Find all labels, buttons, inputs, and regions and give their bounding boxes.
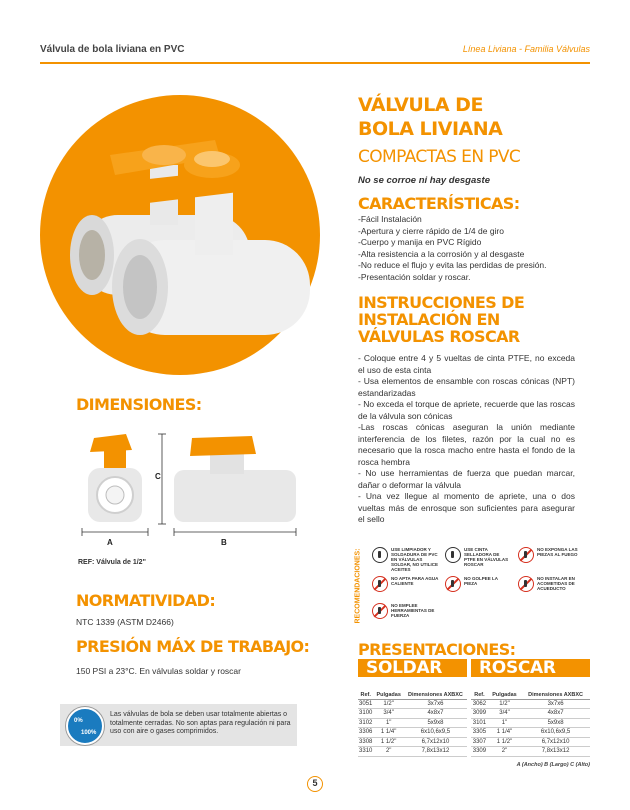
rec-item-water-supply: [518, 576, 585, 592]
cell: 1": [488, 718, 521, 728]
roscar-table: [471, 683, 590, 757]
table-row: [471, 728, 590, 738]
list-item: -Apertura y cierre rápido de 1/4 de giro: [358, 225, 504, 236]
cell: 1 1/2": [373, 737, 404, 747]
column-header: Dimensiones AXBXC: [404, 683, 467, 699]
note-text: Las válvulas de bola se deben usar totalmente abiertas o totalmente cerradas. No son aptas para regulación ni para uso con aire o gases comprimidos.: [110, 711, 291, 735]
instrucciones-heading: [358, 294, 524, 345]
cell: 3102: [359, 719, 373, 726]
rec-item-ptfe: [445, 547, 512, 567]
list-item: - Una vez llegue al momento de apriete, una o dos vueltas más de enrosque son suficientes para asegurar el sello: [358, 491, 575, 524]
cell: 3309: [472, 748, 487, 754]
table-row: [358, 699, 467, 709]
cell: 6,7x12x10: [404, 737, 467, 747]
table-row: [358, 718, 467, 728]
table-row: [358, 747, 467, 757]
table-row: [471, 737, 590, 747]
cell: 3100: [359, 710, 373, 716]
rec-item-sealant: [372, 547, 439, 572]
dim-label-b: B: [221, 538, 227, 547]
cell: 6x10,6x9,5: [521, 728, 590, 738]
column-header: Pulgadas: [373, 683, 404, 699]
dimensions-legend: A (Ancho) B (Largo) C (Alto): [516, 762, 590, 768]
product-photo: [40, 95, 340, 375]
list-item: -Fácil Instalación: [358, 214, 422, 224]
cell: 1": [373, 718, 404, 728]
cell: 4x8x7: [521, 709, 590, 719]
caracteristicas-list: [358, 214, 593, 283]
column-header: Ref.: [358, 683, 373, 699]
rec-text: NO EMPLEE HERRAMIENTAS DE FUERZA: [391, 603, 435, 618]
table-row: [471, 709, 590, 719]
column-header: Dimensiones AXBXC: [521, 683, 590, 699]
list-item: - Coloque entre 4 y 5 vueltas de cinta PTFE, no exceda el uso de esta cinta: [358, 353, 575, 375]
table-row: [471, 718, 590, 728]
product-title: [358, 93, 598, 141]
cell: 3x7x6: [521, 699, 590, 709]
ptfe-tape-icon: [445, 547, 461, 563]
table-row: [358, 737, 467, 747]
caracteristicas-heading: CARACTERÍSTICAS:: [358, 194, 520, 213]
dim-label-a: A: [107, 538, 113, 547]
table-row: [471, 699, 590, 709]
heading-line: INSTRUCCIONES DE: [358, 293, 525, 312]
list-item: -Cuerpo y manija en PVC Rígido: [358, 237, 482, 247]
dim-label-c: C: [155, 472, 161, 481]
usage-note: [60, 704, 297, 746]
rec-item-hammer: [445, 576, 512, 592]
cell: 2": [373, 747, 404, 757]
rec-text: NO INSTALAR EN ACOMETIDAS DE ACUEDUCTO: [537, 576, 575, 591]
cell: 1 1/4": [373, 728, 404, 738]
list-item: - No exceda el torque de apriete, recuerde que las roscas de la válvula son cónicas: [358, 399, 575, 421]
header-section-title: Válvula de bola liviana en PVC: [40, 44, 185, 55]
header-divider: [40, 62, 590, 64]
cell: 3099: [472, 710, 487, 716]
cell: 1/2": [373, 699, 404, 709]
column-header: Pulgadas: [488, 683, 521, 699]
column-header: Ref.: [471, 683, 488, 699]
fire-icon: [518, 547, 534, 563]
gauge-max-label: 100%: [81, 730, 97, 736]
cell: 3/4": [488, 709, 521, 719]
cell: 7,8x13x12: [404, 747, 467, 757]
valve-front-view: [82, 434, 166, 536]
recomendaciones-label-text: RECOMENDACIONES:: [354, 548, 362, 624]
cell: 3062: [472, 700, 487, 707]
page-number: 5: [307, 776, 323, 792]
normatividad-heading: NORMATIVIDAD:: [76, 591, 216, 610]
instrucciones-list: [358, 353, 575, 526]
cell: 4x8x7: [404, 709, 467, 719]
cell: 3307: [472, 738, 487, 745]
wrench-icon: [372, 603, 388, 619]
table-row: [471, 747, 590, 757]
cell: 7,8x13x12: [521, 747, 590, 757]
cell: 6x10,6x9,5: [404, 728, 467, 738]
cell: 3308: [359, 738, 373, 745]
rec-text: NO EXPONGA LAS PIEZAS AL FUEGO: [537, 547, 578, 557]
presion-heading: PRESIÓN MÁX DE TRABAJO:: [76, 637, 310, 656]
open-close-gauge-icon: [66, 707, 104, 745]
list-item: -Alta resistencia a la corrosión y al desgaste: [358, 248, 525, 259]
rec-text: USE CINTA SELLADORA DE PTFE EN VÁLVULAS ROSCAR: [464, 547, 509, 567]
cell: 5x9x8: [521, 718, 590, 728]
rec-item-wrench: [372, 603, 439, 619]
cell: 3305: [472, 729, 487, 735]
presion-text: 150 PSI a 23°C. En válvulas soldar y roscar: [76, 666, 241, 676]
cell: 1 1/2": [488, 737, 521, 747]
cell: 3310: [359, 748, 373, 754]
tagline: No se corroe ni hay desgaste: [358, 175, 490, 186]
soldar-table: [358, 683, 467, 757]
dimensiones-heading: DIMENSIONES:: [76, 395, 202, 414]
cell: 3/4": [373, 709, 404, 719]
cell: 1/2": [488, 699, 521, 709]
dimensions-drawing: [74, 430, 304, 554]
cell: 3101: [472, 719, 487, 726]
dimensions-reference: REF: Válvula de 1/2": [78, 559, 146, 566]
cell: 3051: [359, 700, 373, 707]
recomendaciones-label: [348, 545, 368, 627]
cell: 6,7x12x10: [521, 737, 590, 747]
cell: 1 1/4": [488, 728, 521, 738]
cell: 2": [488, 747, 521, 757]
list-item: -Las roscas cónicas aseguran la unión mediante interferencia de los filetes, razón por la cual no es necesario que la rosca macho entre hasta el fondo de la rosca hembra: [358, 422, 575, 467]
header-line-name: Línea Liviana - Familia Válvulas: [462, 44, 590, 54]
title-line-1: VÁLVULA DE: [358, 94, 483, 116]
roscar-header: ROSCAR: [471, 659, 590, 677]
rec-text: NO GOLPEE LA PIEZA: [464, 576, 498, 586]
presentaciones-heading: PRESENTACIONES:: [358, 640, 516, 659]
water-supply-icon: [518, 576, 534, 592]
title-line-2: BOLA LIVIANA: [358, 118, 503, 140]
valve-side-view: [174, 436, 296, 536]
rec-text: NO APTA PARA AGUA CALIENTE: [391, 576, 439, 586]
sealant-icon: [372, 547, 388, 563]
rec-text: USE LIMPIADOR Y SOLDADURA DE PVC EN VÁLVULAS SOLDAR, NO UTILICE ACEITES: [391, 547, 438, 572]
soldar-header: SOLDAR: [358, 659, 467, 677]
rec-item-hot-water: [372, 576, 439, 592]
cell: 3306: [359, 729, 373, 735]
rec-item-fire: [518, 547, 585, 563]
cell: 3x7x6: [404, 699, 467, 709]
heading-line: VÁLVULAS ROSCAR: [358, 327, 520, 346]
cell: 5x9x8: [404, 718, 467, 728]
list-item: -Presentación soldar y roscar.: [358, 271, 471, 282]
normatividad-text: NTC 1339 (ASTM D2466): [76, 617, 174, 627]
table-row: [358, 728, 467, 738]
heading-line: INSTALACIÓN EN: [358, 310, 500, 329]
gauge-min-label: 0%: [74, 718, 83, 724]
hammer-icon: [445, 576, 461, 592]
thermometer-icon: [372, 576, 388, 592]
list-item: - No use herramientas de fuerza que puedan marcar, dañar o deformar la válvula: [358, 468, 575, 490]
table-row: [358, 709, 467, 719]
product-subtitle: COMPACTAS EN PVC: [358, 147, 521, 167]
list-item: - Usa elementos de ensamble con roscas cónicas (NPT) estandarizadas: [358, 376, 575, 398]
list-item: -No reduce el flujo y evita las perdidas de presión.: [358, 260, 547, 270]
